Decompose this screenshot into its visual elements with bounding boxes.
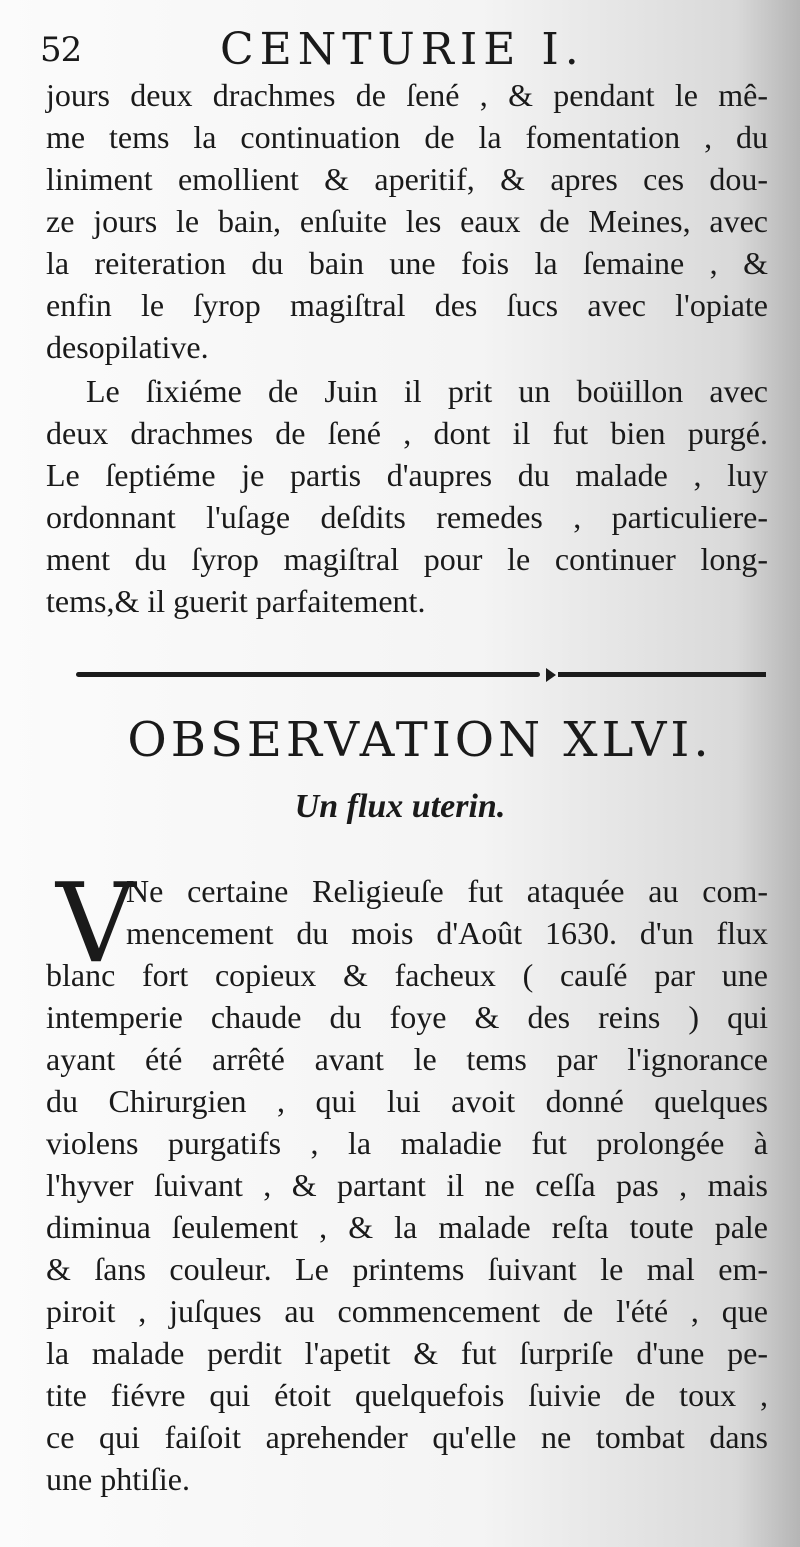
observation-subtitle: Un flux uterin. (294, 788, 506, 825)
page-number: 52 (40, 30, 82, 70)
text-line: jours deux drachmes de ſené , & pendant le mê- (46, 77, 768, 113)
text-line: me tems la continuation de la fomentation , du (46, 119, 768, 155)
text-line: une phtiſie. (46, 1461, 190, 1497)
text-line: mencement du mois d'Août 1630. d'un flux (126, 915, 768, 951)
paragraph-june (46, 370, 768, 622)
drop-cap: V (56, 859, 136, 987)
text-line: tite fiévre qui étoit quelquefois ſuivie de toux , (46, 1377, 768, 1413)
page-header (40, 22, 760, 76)
text-line: deux drachmes de ſené , dont il fut bien purgé. (46, 415, 768, 451)
text-line: piroit , juſques au commencement de l'été , que (46, 1293, 768, 1329)
text-line: liniment emollient & aperitif, & apres ces dou- (46, 161, 768, 197)
text-line: ment du ſyrop magiſtral pour le continuer long- (46, 541, 768, 577)
paragraph-observation (46, 859, 768, 1500)
text-line: Le ſixiéme de Juin il prit un boüillon avec (86, 373, 768, 409)
text-line: tems,& il guerit parfaitement. (46, 583, 426, 619)
divider-rule-right (558, 672, 766, 677)
divider-ornament (546, 668, 556, 682)
text-line: ze jours le bain, enſuite les eaux de Meines, avec (46, 203, 768, 239)
text-line: Le ſeptiéme je partis d'aupres du malade , luy (46, 457, 768, 493)
text-line: blanc fort copieux & facheux ( cauſé par une (46, 957, 768, 993)
text-line: la reiteration du bain une fois la ſemaine , & (46, 245, 768, 281)
text-line: l'hyver ſuivant , & partant il ne ceſſa pas , mais (46, 1167, 768, 1203)
text-line: du Chirurgien , qui lui avoit donné quelques (46, 1083, 768, 1119)
text-line: desopilative. (46, 329, 209, 365)
observation-title: OBSERVATION XLVI. (127, 712, 713, 768)
divider-rule-left (76, 672, 540, 677)
text-line: Ne certaine Religieuſe fut ataquée au com- (126, 873, 768, 909)
text-line: la malade perdit l'apetit & fut ſurpriſe d'une pe- (46, 1335, 768, 1371)
paragraph-continuation (46, 74, 768, 368)
text-line: enfin le ſyrop magiſtral des ſucs avec l'opiate (46, 287, 768, 323)
text-line: ayant été arrêté avant le tems par l'ignorance (46, 1041, 768, 1077)
section-divider (76, 668, 766, 682)
text-line: ce qui faiſoit aprehender qu'elle ne tombat dans (46, 1419, 768, 1455)
text-line: ordonnant l'uſage deſdits remedes , particuliere- (46, 499, 768, 535)
text-line: diminua ſeulement , & la malade reſta toute pale (46, 1209, 768, 1245)
text-line: intemperie chaude du foye & des reins ) qui (46, 999, 768, 1035)
text-line: violens purgatifs , la maladie fut prolongée à (46, 1125, 768, 1161)
running-head: CENTURIE I. (220, 24, 585, 75)
text-line: & ſans couleur. Le printems ſuivant le mal em- (46, 1251, 768, 1287)
